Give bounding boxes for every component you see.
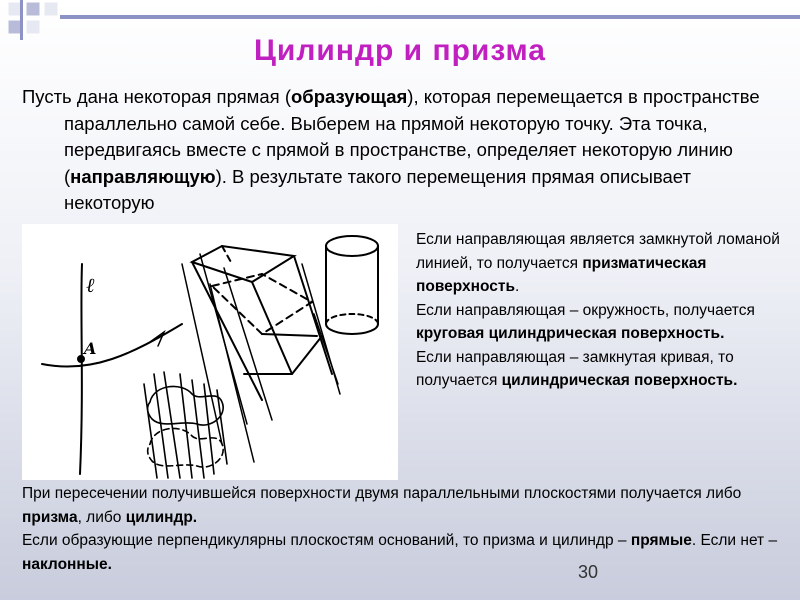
generatrix-line [80, 264, 82, 474]
side-paragraph-prismatic: Если направляющая является замкнутой ломаной линией, то получается призматическая поверхность. [416, 231, 780, 295]
term-generatrix: образующая [291, 86, 408, 107]
bottom-paragraph [22, 482, 800, 576]
side-explanation [416, 228, 800, 393]
surfaces-figure [22, 224, 398, 480]
bottom-line-1: При пересечении получившейся поверхности двумя параллельными плоскостями получается либо призма, либо цилиндр. [22, 485, 742, 526]
slide-title: Цилиндр и призма [254, 34, 546, 67]
side-paragraph-circular: Если направляющая – окружность, получается круговая цилиндрическая поверхность. [416, 301, 755, 342]
intro-paragraph: Пусть дана некоторая прямая (образующая), которая перемещается в пространстве параллельно самой себе. Выберем на прямой некоторую точку. Эта точка, передвигаясь вместе с прямой в пространстве, определяет некоторую линию (направляющую). В результате такого перемещения прямая описывает некоторую [22, 86, 760, 213]
line-label: ℓ [86, 273, 95, 297]
curved-cylinder-drawing [144, 372, 227, 478]
point-label: A [84, 339, 97, 358]
prism-surface-drawing [182, 246, 340, 462]
right-cylinder-drawing [326, 236, 378, 334]
bottom-line-2: Если образующие перпендикулярны плоскостям оснований, то призма и цилиндр – прямые. Если нет – наклонные. [22, 532, 778, 573]
directrix-curve [42, 324, 182, 367]
page-number: 30 [578, 562, 599, 582]
side-paragraph-cylindrical: Если направляющая – замкнутая кривая, то получается цилиндрическая поверхность. [416, 348, 738, 389]
term-directrix: направляющую [70, 165, 216, 187]
